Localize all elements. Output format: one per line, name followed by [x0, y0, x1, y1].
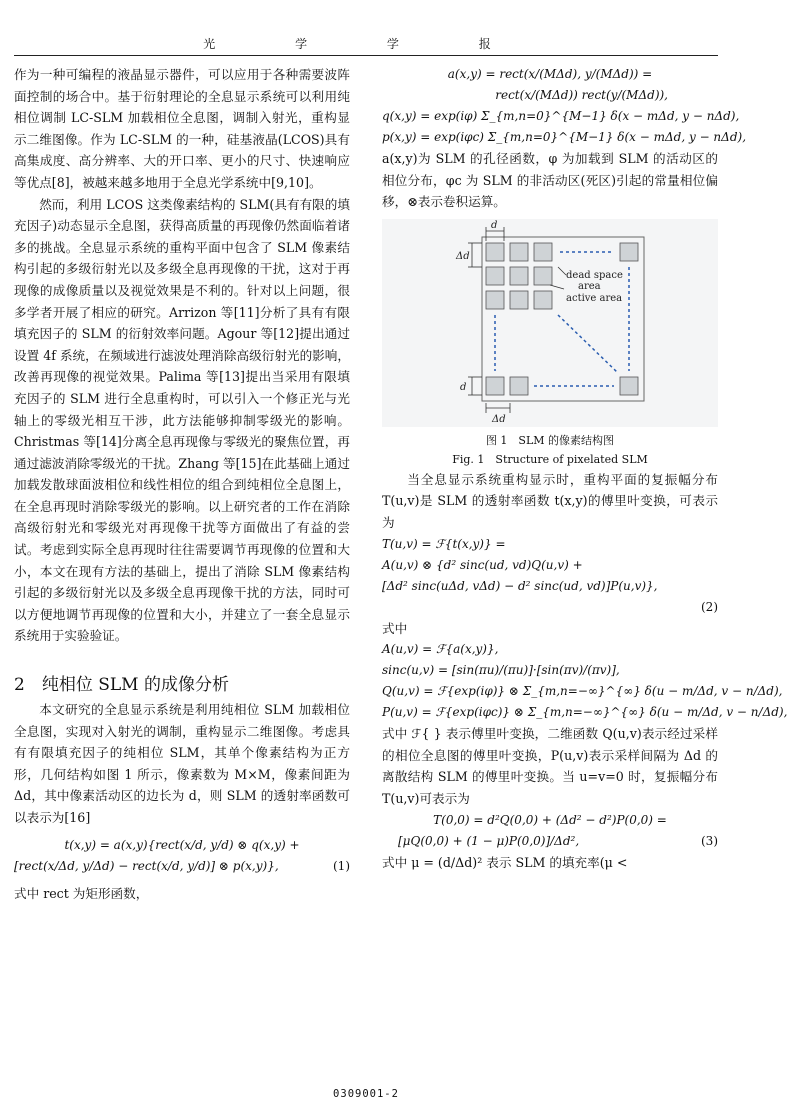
- equation-1-line-2-text: [rect(x/Δd, y/Δd) − rect(x/d, y/d)] ⊗ p(x,y)},: [14, 858, 279, 873]
- label-active-area: active area: [566, 292, 623, 304]
- pixel: [534, 291, 552, 309]
- equation-3-line-1: T(0,0) = d²Q(0,0) + (Δd² − d²)P(0,0) =: [433, 812, 667, 827]
- equation-2-line-3: [Δd² sinc(uΔd, vΔd) − d² sinc(ud, vd)]P(u,v)},: [382, 578, 658, 593]
- paragraph-fill-factor: 式中 μ = (d/Δd)² 表示 SLM 的填充率(μ <: [382, 854, 628, 870]
- pixel: [534, 243, 552, 261]
- equation-p: p(x,y) = exp(iφc) Σ_{m,n=0}^{M−1} δ(x − mΔd, y − nΔd),: [382, 130, 747, 144]
- header-rule: [14, 55, 718, 56]
- equation-2: [382, 534, 718, 618]
- paragraph-rect-def: 式中 rect 为矩形函数，: [14, 885, 149, 901]
- section-title: 2 纯相位 SLM 的成像分析: [14, 675, 229, 696]
- leader-active-area: [550, 285, 564, 289]
- paragraph-intro-end: 作为一种可编程的液晶显示器件，可以应用于各种需要波阵面控制的场合中。基于衍射理论的全息显示系统可以利用纯相位调制 LC-SLM 加载相位全息图，调制入射光，重构显示二维图像。作为 LC-SLM 的一种，硅基液晶(LCOS)具有高集成度、高分辨率、大的开口率、更小的尺寸、快速响应等优点[8]，被越来越多地用于全息光学系统中[9,10]。: [14, 67, 350, 190]
- pixel: [620, 243, 638, 261]
- pixel-structure-diagram: [382, 219, 718, 427]
- equation-3-line-2: [382, 831, 718, 852]
- label-dead-space: dead space: [566, 269, 623, 281]
- equation-q: q(x,y) = exp(iφ) Σ_{m,n=0}^{M−1} δ(x − mΔd, y − nΔd),: [382, 109, 740, 123]
- left-column: [14, 64, 350, 904]
- label-d-top: d: [491, 219, 498, 231]
- equation-Q: Q(u,v) = ℱ{exp(iφ)} ⊗ Σ_{m,n=−∞}^{∞} δ(u − m/Δd, v − n/Δd),: [382, 684, 783, 699]
- equation-2-number: (2): [701, 599, 718, 614]
- pixel: [510, 291, 528, 309]
- equation-1: [14, 835, 350, 877]
- equation-3-line-2-text: [μQ(0,0) + (1 − μ)P(0,0)]/Δd²,: [398, 833, 580, 848]
- label-area: area: [578, 280, 601, 292]
- page-number: 0309001-2: [333, 1088, 399, 1100]
- leader-dead-space: [558, 267, 566, 275]
- label-dd-left: Δd: [456, 250, 470, 262]
- equation-aperture: [382, 64, 747, 148]
- label-dd-bottom: Δd: [492, 413, 506, 425]
- figure-1-pixel-structure: [382, 219, 718, 427]
- pixel: [620, 377, 638, 395]
- equation-1-line-1: t(x,y) = a(x,y){rect(x/d, y/d) ⊗ q(x,y) +: [64, 837, 300, 852]
- pixel: [486, 243, 504, 261]
- paragraph-aperture-def: a(x,y)为 SLM 的孔径函数，φ 为加载到 SLM 的活动区的相位分布，φc 为 SLM 的非活动区(死区)引起的常量相位偏移，⊗表示卷积运算。: [382, 151, 718, 210]
- equation-A: A(u,v) = ℱ{a(x,y)},: [382, 642, 499, 657]
- pixel: [486, 377, 504, 395]
- equation-P: P(u,v) = ℱ{exp(iφc)} ⊗ Σ_{m,n=−∞}^{∞} δ(u − m/Δd, v − n/Δd),: [382, 705, 787, 720]
- equation-definitions: [382, 639, 787, 723]
- figure-caption-en: Fig. 1 Structure of pixelated SLM: [452, 452, 648, 466]
- equation-1-line-2: [14, 856, 350, 877]
- pixel: [510, 267, 528, 285]
- equation-a-line-2: rect(x/(MΔd)) rect(y/(MΔd)),: [495, 88, 668, 102]
- right-column: [382, 64, 787, 873]
- paragraph-reconstruction: 当全息显示系统重构显示时，重构平面的复振幅分布 T(u,v)是 SLM 的透射率函数 t(x,y)的傅里叶变换，可表示为: [382, 471, 718, 530]
- equation-2-line-1: T(u,v) = ℱ{t(x,y)} =: [382, 536, 506, 551]
- equation-1-number: (1): [333, 858, 350, 873]
- pixel: [534, 267, 552, 285]
- paragraph-fourier-def: 式中 ℱ{ } 表示傅里叶变换，二维函数 Q(u,v)表示经过采样的相位全息图的傅里叶变换，P(u,v)表示采样间隔为 Δd 的离散结构 SLM 的傅里叶变换。当 u=v=0 时，复振幅分布 T(u,v)可表示为: [382, 726, 718, 806]
- pixel: [510, 243, 528, 261]
- figure-caption-cn: 图 1 SLM 的像素结构图: [485, 433, 615, 447]
- equation-sinc: sinc(u,v) = [sin(πu)/(πu)]·[sin(πv)/(πv)],: [382, 663, 620, 678]
- equation-3-number: (3): [701, 833, 718, 848]
- equation-3: [382, 810, 718, 852]
- paragraph-slm-model: 本文研究的全息显示系统是利用纯相位 SLM 加载相位全息图，实现对入射光的调制，重构显示二维图像。考虑具有有限填充因子的纯相位 SLM，其单个像素结构为正方形，几何结构如图 1 所示，像素数为 M×M，像素间距为 Δd，其中像素活动区的边长为 d，则 SLM 的透射率函数可以表示为[16]: [14, 702, 350, 825]
- running-header: 光 学 学 报: [203, 37, 529, 51]
- pixel: [486, 267, 504, 285]
- dotted-diagonal: [558, 315, 618, 373]
- paragraph-related-work: 然而，利用 LCOS 这类像素结构的 SLM(具有有限的填充因子)动态显示全息图，获得高质量的再现像仍然面临着诸多的挑战。全息显示系统的重构平面中包含了 SLM 像素结构引起的多级衍射光以及多级全息再现像的干扰，这对于再现像的成像质量以及视觉效果是不利的。针对以上问题，很多学者开展了相应的研究。Arrizon 等[11]分析了具有有限填充因子的 SLM 的衍射效率问题。Agour 等[12]提出通过设置 4f 系统，在频域进行滤波处理消除高级衍射光的影响，改善再现像的视觉效果。Palima 等[13]提出当采用有限填充因子的 SLM 进行全息重构时，可以引入一个修正光与光轴上的零级光相互干涉，此方法能够抑制零级光的影响。Christmas 等[14]分离全息再现像与零级光的聚焦位置，再通过滤波消除零级光的干扰。Zhang 等[15]在此基础上通过加载发散球面波相位和线性相位的组合到纯相位全息图上，在全息再现时消除零级光的影响。以上研究者的工作在消除高级衍射光和零级光对再现像干扰等方面做出了有益的尝试。考虑到实际全息再现时往往需要调节再现像的位置和大小，本文在现有方法的基础上，提出了消除 SLM 像素结构引起的多级衍射光以及多级全息再现像干扰的方法，同时可以方便地调节再现像的位置和大小，并建立了一套全息显示系统用于实验验证。: [14, 196, 350, 644]
- equation-a-line-1: a(x,y) = rect(x/(MΔd), y/(MΔd)) =: [447, 67, 653, 81]
- label-d-left: d: [460, 381, 467, 393]
- pixel: [486, 291, 504, 309]
- pixel: [510, 377, 528, 395]
- paragraph-where: 式中: [382, 620, 408, 636]
- equation-2-line-2: A(u,v) ⊗ {d² sinc(ud, vd)Q(u,v) +: [382, 557, 583, 572]
